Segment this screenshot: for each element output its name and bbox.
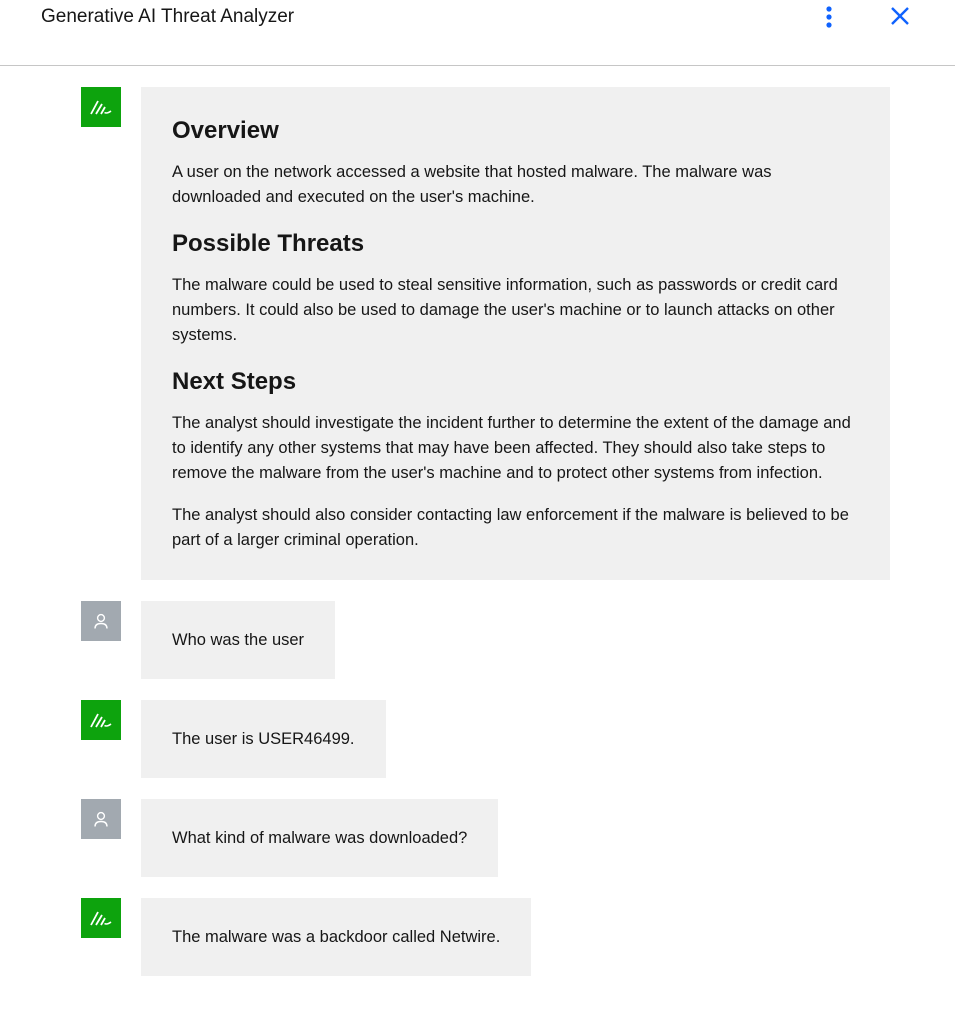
- watson-logo-icon: [90, 712, 112, 728]
- possible-threats-text: The malware could be used to steal sensitive information, such as passwords or credit card numbers. It could also be used to damage the user's machine or to launch attacks on other systems.: [172, 276, 838, 344]
- bot-avatar: [81, 700, 121, 740]
- bot-message: [81, 700, 955, 778]
- user-avatar: [81, 601, 121, 641]
- bot-summary-bubble: [141, 87, 890, 580]
- bot-message: [81, 898, 955, 976]
- bot-avatar: [81, 898, 121, 938]
- bot-answer-bubble: The user is USER46499.: [141, 700, 386, 778]
- user-question-bubble: What kind of malware was downloaded?: [141, 799, 498, 877]
- overview-heading: Overview: [172, 117, 279, 144]
- watson-logo-icon: [90, 99, 112, 115]
- next-steps-text: The analyst should investigate the incident further to determine the extent of the damage and to identify any other systems that may have been affected. They should also take steps to remove the malware from the user's machine and to protect other systems from infection.: [172, 414, 851, 482]
- kebab-menu-icon: [825, 5, 833, 29]
- possible-threats-heading: Possible Threats: [172, 230, 365, 257]
- more-options-button[interactable]: [816, 2, 842, 32]
- bot-avatar: [81, 87, 121, 127]
- watson-logo-icon: [90, 910, 112, 926]
- next-steps-text-2: The analyst should also consider contacting law enforcement if the malware is believed to be part of a larger criminal operation.: [172, 506, 849, 549]
- next-steps-heading: Next Steps: [172, 368, 297, 395]
- overview-text: A user on the network accessed a website that hosted malware. The malware was downloaded and executed on the user's machine.: [172, 163, 772, 206]
- close-icon: [890, 6, 910, 26]
- bot-answer-bubble: The malware was a backdoor called Netwire.: [141, 898, 531, 976]
- app-title: Generative AI Threat Analyzer: [41, 6, 295, 27]
- user-message: [81, 799, 955, 877]
- user-question-bubble: Who was the user: [141, 601, 335, 679]
- close-button[interactable]: [885, 1, 915, 31]
- user-icon: [93, 810, 109, 828]
- user-avatar: [81, 799, 121, 839]
- user-icon: [93, 612, 109, 630]
- bot-message: [81, 87, 955, 580]
- user-message: [81, 601, 955, 679]
- app-header: [0, 0, 955, 66]
- chat-thread: [0, 87, 955, 997]
